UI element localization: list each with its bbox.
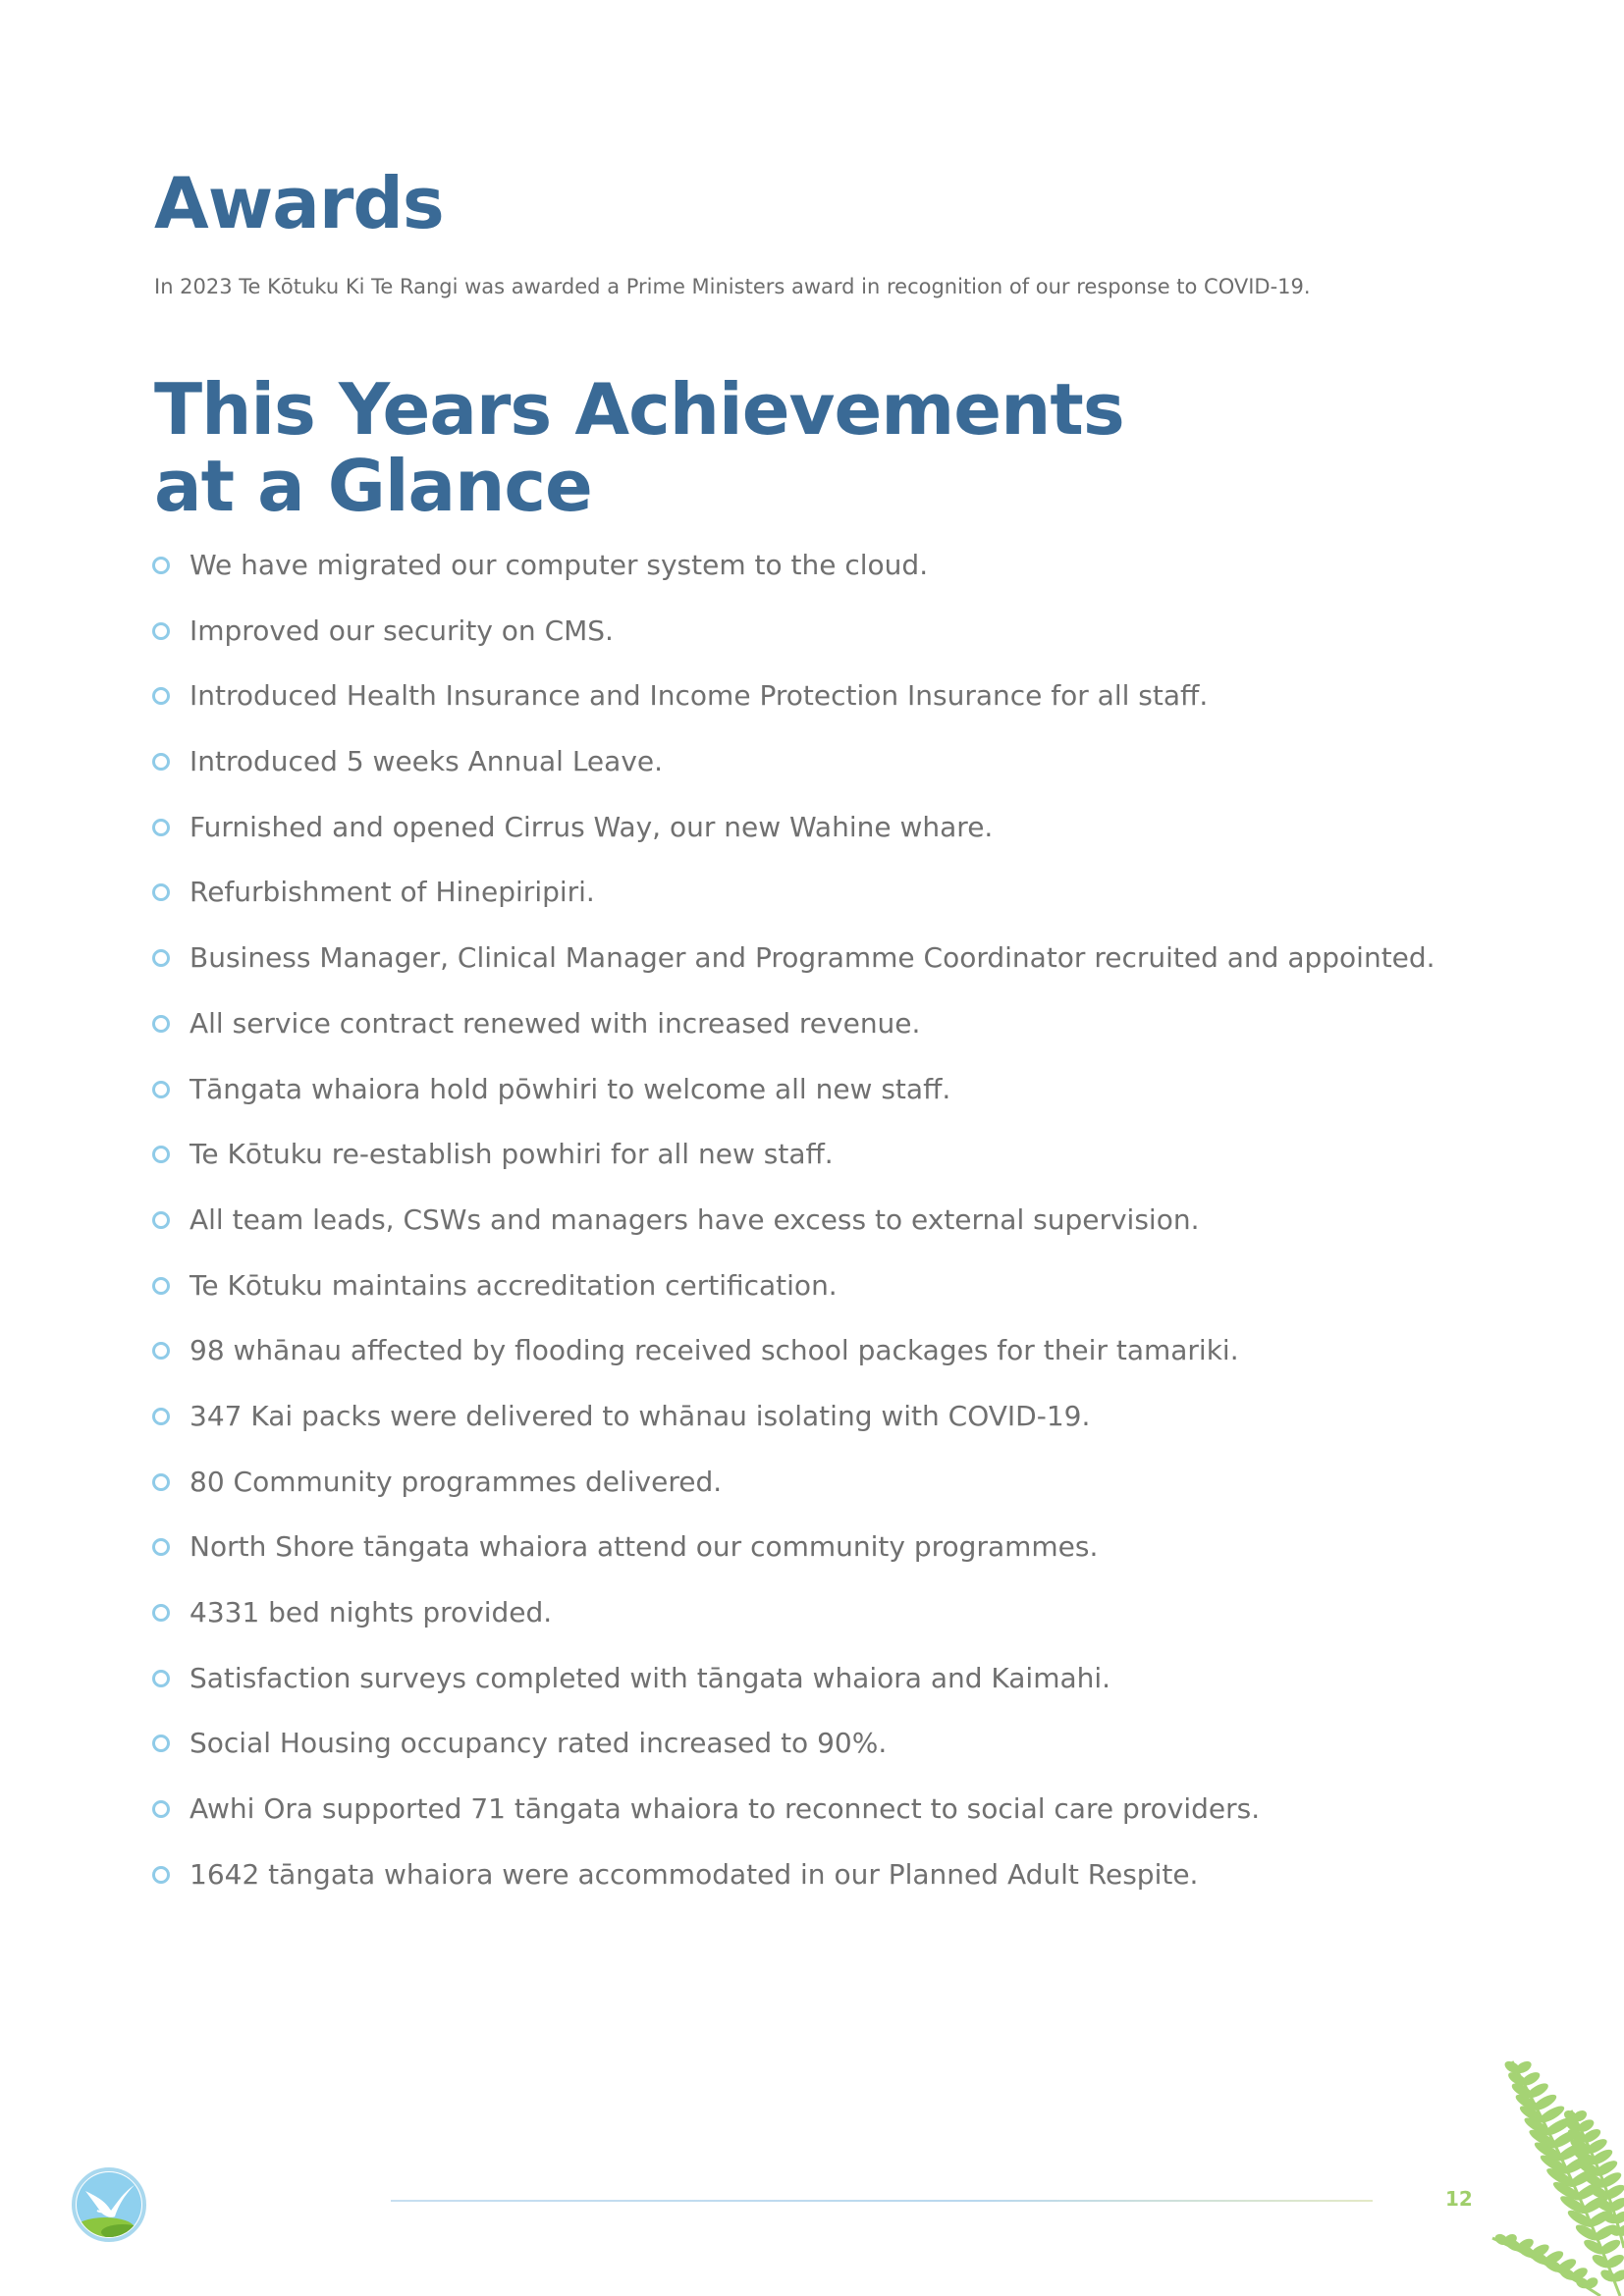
bullet-icon — [152, 1866, 170, 1884]
bullet-icon — [152, 622, 170, 640]
achievement-text: Refurbishment of Hinepiripiri. — [189, 876, 595, 909]
achievement-text: 98 whānau affected by flooding received school packages for their tamariki. — [189, 1334, 1239, 1367]
achievement-text: Te Kōtuku maintains accreditation certification. — [189, 1268, 838, 1302]
achievement-item — [152, 1391, 1507, 1457]
achievement-item — [152, 1260, 1507, 1326]
achievement-text: Tāngata whaiora hold pōwhiri to welcome all new staff. — [189, 1072, 951, 1105]
footer-divider — [391, 2200, 1373, 2202]
bullet-icon — [152, 687, 170, 705]
achievements-heading — [154, 368, 1332, 527]
achievement-item — [152, 1653, 1507, 1719]
kotuku-logo-icon — [72, 2167, 146, 2242]
achievement-item — [152, 1325, 1507, 1391]
bullet-icon — [152, 1538, 170, 1556]
bullet-icon — [152, 1670, 170, 1687]
achievement-text: We have migrated our computer system to the cloud. — [189, 549, 929, 581]
achievement-text: Te Kōtuku re-establish powhiri for all new staff. — [189, 1138, 834, 1171]
bullet-icon — [152, 753, 170, 771]
achievement-item — [152, 802, 1507, 868]
achievement-text: 80 Community programmes delivered. — [189, 1465, 723, 1498]
achievement-text: All service contract renewed with increased revenue. — [189, 1006, 921, 1040]
bullet-icon — [152, 1473, 170, 1491]
page-number: 12 — [1445, 2187, 1473, 2211]
bullet-icon — [152, 1604, 170, 1622]
achievement-item — [152, 867, 1507, 933]
achievement-text: All team leads, CSWs and managers have excess to external supervision. — [189, 1202, 1200, 1236]
achievement-item — [152, 1064, 1507, 1130]
bullet-icon — [152, 1211, 170, 1229]
achievement-item — [152, 670, 1507, 736]
achievement-item — [152, 1718, 1507, 1784]
bullet-icon — [152, 883, 170, 901]
achievement-item — [152, 1195, 1507, 1260]
bullet-icon — [152, 1146, 170, 1163]
achievement-text: Introduced Health Insurance and Income Protection Insurance for all staff. — [189, 679, 1209, 713]
achievement-item — [152, 736, 1507, 802]
awards-heading: Awards — [154, 162, 444, 244]
achievement-text: 347 Kai packs were delivered to whānau isolating with COVID-19. — [189, 1399, 1091, 1432]
achievements-heading-line2: at a Glance — [154, 445, 592, 527]
achievement-text: 4331 bed nights provided. — [189, 1596, 553, 1629]
bullet-icon — [152, 1015, 170, 1033]
bullet-icon — [152, 1800, 170, 1818]
awards-description: In 2023 Te Kōtuku Ki Te Rangi was awarded a Prime Ministers award in recognition of our response to COVID-19. — [154, 275, 1311, 298]
achievement-item — [152, 1457, 1507, 1522]
bullet-icon — [152, 1277, 170, 1295]
achievement-text: Social Housing occupancy rated increased to 90%. — [189, 1727, 888, 1760]
achievement-text: Satisfaction surveys completed with tāngata whaiora and Kaimahi. — [189, 1661, 1111, 1694]
achievement-text: Furnished and opened Cirrus Way, our new Wahine whare. — [189, 810, 994, 843]
fern-icon — [1453, 2052, 1624, 2296]
bullet-icon — [152, 1342, 170, 1360]
bullet-icon — [152, 1081, 170, 1098]
bullet-icon — [152, 1408, 170, 1425]
achievement-item — [152, 540, 1507, 606]
achievement-item — [152, 1522, 1507, 1587]
achievement-item — [152, 606, 1507, 671]
achievement-text: Awhi Ora supported 71 tāngata whaiora to reconnect to social care providers. — [189, 1792, 1261, 1826]
achievement-text: Improved our security on CMS. — [189, 614, 614, 647]
achievement-item — [152, 1587, 1507, 1653]
bullet-icon — [152, 949, 170, 967]
achievement-item — [152, 998, 1507, 1064]
achievement-item — [152, 1784, 1507, 1849]
bullet-icon — [152, 557, 170, 574]
achievement-text: Introduced 5 weeks Annual Leave. — [189, 745, 664, 778]
bullet-icon — [152, 819, 170, 836]
bullet-icon — [152, 1735, 170, 1752]
achievement-item — [152, 1849, 1507, 1915]
achievements-list — [152, 540, 1507, 1914]
achievement-item — [152, 933, 1507, 998]
achievement-text: North Shore tāngata whaiora attend our community programmes. — [189, 1530, 1099, 1564]
achievement-text: Business Manager, Clinical Manager and Programme Coordinator recruited and appointed. — [189, 941, 1435, 975]
achievement-text: 1642 tāngata whaiora were accommodated in our Planned Adult Respite. — [189, 1857, 1199, 1891]
achievements-heading-line1: This Years Achievements — [154, 368, 1124, 451]
achievement-item — [152, 1129, 1507, 1195]
